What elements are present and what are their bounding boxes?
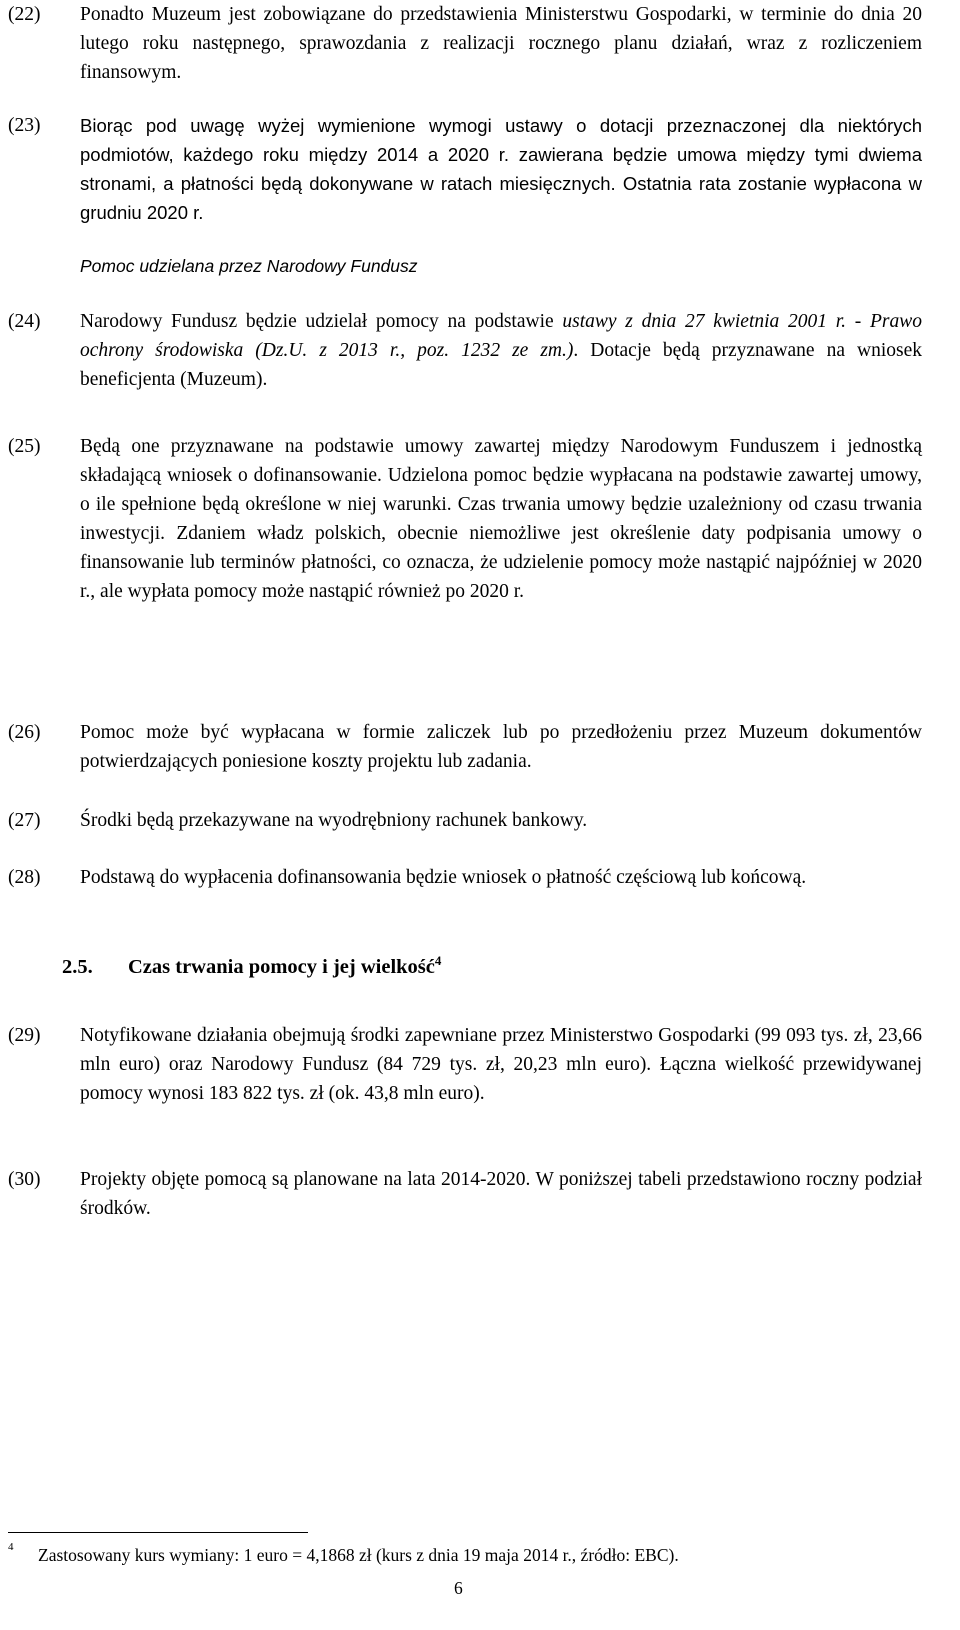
footnote-mark: 4 — [8, 1541, 14, 1553]
footnote-reference: 4 — [434, 953, 442, 968]
paragraph-number: (23) — [8, 115, 41, 136]
paragraph-text: Pomoc może być wypłacana w formie zaliczek lub po przedłożeniu przez Muzeum dokumentów potwierdzających poniesione koszty projektu lub zadania. — [80, 722, 922, 772]
page-number: 6 — [454, 1578, 463, 1598]
paragraph-text-part: . Dotacje będą przyznawane na wniosek beneficjenta (Muzeum). — [80, 340, 922, 390]
paragraph-number: (28) — [8, 867, 41, 888]
paragraph-text: Będą one przyznawane na podstawie umowy zawartej między Narodowym Funduszem i jednostką składającą wniosek o dofinansowanie. Udzielona pomoc będzie wypłacana na podstawie zawartej umowy, o ile spełnione będą określone w niej warunki. Czas trwania umowy będzie uzależniony od czasu trwania inwestycji. Zdaniem władz polskich, obecnie niemożliwe jest określenie daty podpisania umowy o finansowanie lub terminów płatności, co oznacza, że udzielenie pomocy może nastąpić najpóźniej w 2020 r., ale wypłata pomocy może nastąpić również po 2020 r. — [80, 436, 922, 602]
legal-reference: ustawy z dnia 27 kwietnia 2001 r. - Prawo ochrony środowiska (Dz.U. z 2013 r., poz. 1232 ze zm.) — [80, 311, 922, 361]
paragraph-number: (24) — [8, 311, 41, 332]
paragraph-text — [80, 307, 922, 394]
footnote-divider — [8, 1532, 308, 1533]
section-title: Czas trwania pomocy i jej wielkość — [128, 955, 435, 978]
paragraph-text-part: Narodowy Fundusz będzie udzielał pomocy na podstawie — [80, 311, 563, 332]
section-number: 2.5. — [62, 955, 93, 978]
paragraph-text: Ponadto Muzeum jest zobowiązane do przedstawienia Ministerstwu Gospodarki, w terminie do dnia 20 lutego roku następnego, sprawozdania z realizacji rocznego planu działań, wraz z rozliczeniem finansowym. — [80, 4, 922, 83]
paragraph-text: Biorąc pod uwagę wyżej wymienione wymogi ustawy o dotacji przeznaczonej dla niektórych podmiotów, każdego roku między 2014 a 2020 r. zawierana będzie umowa między tymi dwiema stronami, a płatności będą dokonywane w ratach miesięcznych. Ostatnia rata zostanie wypłacona w grudniu 2020 r. — [80, 115, 922, 223]
paragraph-text: Środki będą przekazywane na wyodrębniony rachunek bankowy. — [80, 810, 588, 831]
paragraph-number: (25) — [8, 436, 41, 457]
paragraph-number: (30) — [8, 1169, 41, 1190]
footnote — [8, 1540, 679, 1566]
paragraph-number: (22) — [8, 4, 41, 25]
paragraph-text: Podstawą do wypłacenia dofinansowania będzie wniosek o płatność częściową lub końcową. — [80, 867, 807, 888]
paragraph-text: Projekty objęte pomocą są planowane na lata 2014-2020. W poniższej tabeli przedstawiono roczny podział środków. — [80, 1169, 922, 1219]
paragraph-text: Notyfikowane działania obejmują środki zapewniane przez Ministerstwo Gospodarki (99 093 tys. zł, 23,66 mln euro) oraz Narodowy Fundusz (84 729 tys. zł, 20,23 mln euro). Łączna wielkość przewidywanej pomocy wynosi 183 822 tys. zł (ok. 43,8 mln euro). — [80, 1025, 922, 1104]
footnote-text: Zastosowany kurs wymiany: 1 euro = 4,1868 zł (kurs z dnia 19 maja 2014 r., źródło: EBC). — [38, 1545, 679, 1565]
subheading: Pomoc udzielana przez Narodowy Fundusz — [80, 256, 418, 276]
paragraph-number: (27) — [8, 810, 41, 831]
section-heading — [62, 953, 441, 979]
paragraph-number: (29) — [8, 1025, 41, 1046]
paragraph-number: (26) — [8, 722, 41, 743]
